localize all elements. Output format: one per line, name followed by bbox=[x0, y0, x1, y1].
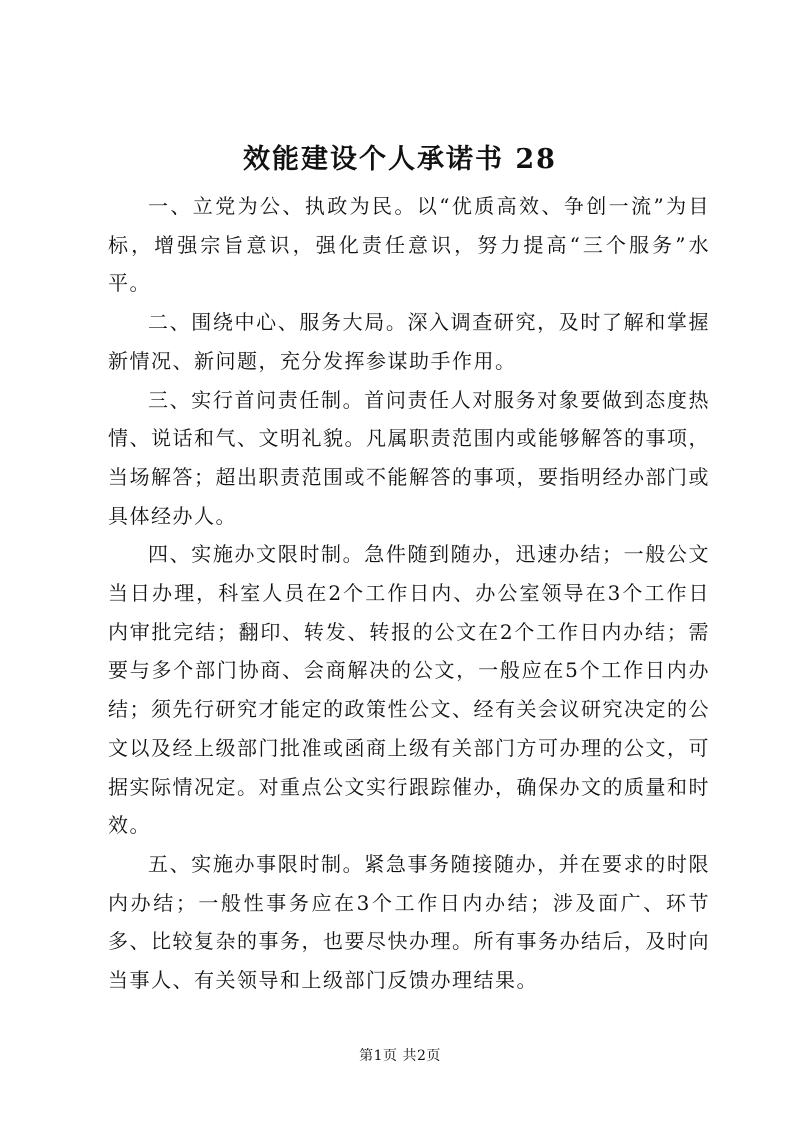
document-title: 效能建设个人承诺书 28 bbox=[243, 144, 557, 175]
page-number-footer: 第1页 共2页 bbox=[359, 1048, 441, 1064]
document-body bbox=[108, 187, 710, 1000]
paragraph-2: 二、围绕中心、服务大局。深入调查研究，及时了解和掌握新情况、新问题，充分发挥参谋助手作用。 bbox=[108, 310, 710, 373]
paragraph-1: 一、立党为公、执政为民。以“优质高效、争创一流”为目标，增强宗旨意识，强化责任意识，努力提高“三个服务”水平。 bbox=[108, 194, 710, 296]
paragraph-5: 五、实施办事限时制。紧急事务随接随办，并在要求的时限内办结；一般性事务应在3个工作日内办结；涉及面广、环节多、比较复杂的事务，也要尽快办理。所有事务办结后，及时向当事人、有关领导和上级部门反馈办理结果。 bbox=[108, 851, 710, 993]
paragraph-3: 三、实行首问责任制。首问责任人对服务对象要做到态度热情、说话和气、文明礼貌。凡属职责范围内或能够解答的事项，当场解答；超出职责范围或不能解答的事项，要指明经办部门或具体经办人。 bbox=[108, 387, 710, 528]
paragraph-4: 四、实施办文限时制。急件随到随办，迅速办结；一般公文当日办理，科室人员在2个工作日内、办公室领导在3个工作日内审批完结；翻印、转发、转报的公文在2个工作日内办结；需要与多个部门协商、会商解决的公文，一般应在5个工作日内办结；须先行研究才能定的政策性公文、经有关会议研究决定的公文以及经上级部门批准或函商上级有关部门方可办理的公文，可据实际情况定。对重点公文实行跟踪催办，确保办文的质量和时效。 bbox=[108, 542, 710, 838]
